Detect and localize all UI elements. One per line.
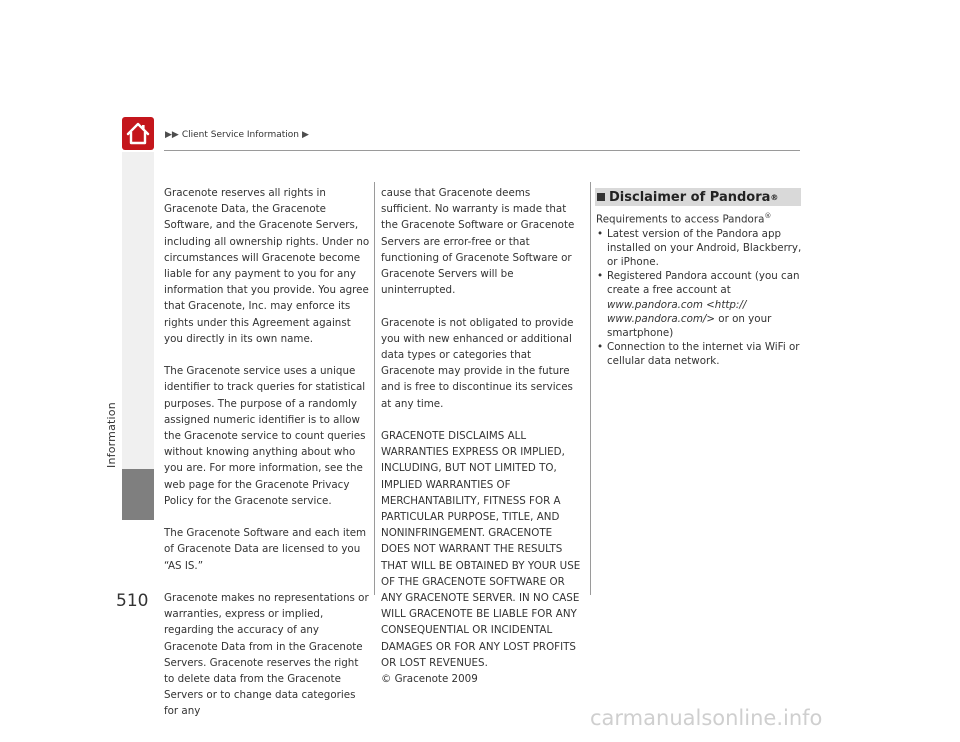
list-item-text: Registered Pandora account (you can create a free account at (607, 270, 800, 297)
arrow-right-icon: ▶ (301, 130, 309, 140)
list-item: • Latest version of the Pandora app installed on your Android, Blackberry, or iPhone. (596, 227, 802, 270)
header-divider (164, 150, 800, 151)
double-arrow-icon: ▶▶ (165, 130, 179, 140)
section-header (595, 188, 801, 206)
watermark: carmanualsonline.info (590, 706, 823, 730)
registered-mark: ® (770, 192, 779, 202)
paragraph: cause that Gracenote deems sufficient. No warranty is made that the Gracenote Software or Gracenote Servers are error-free or that functioning of Gracenote Software or Gracenote Servers will be uninterrupted. (381, 187, 575, 297)
house-icon (122, 117, 154, 150)
breadcrumb-link[interactable]: Client Service Information (181, 130, 299, 140)
list-item-text: or on your smartphone) (607, 312, 772, 340)
pandora-link[interactable]: www.pandora.com <http:// www.pandora.com/> (607, 298, 747, 325)
square-bullet-icon (597, 193, 605, 201)
intro-text: Requirements to access Pandora (596, 213, 765, 226)
paragraph: Gracenote is not obligated to provide you with new enhanced or additional data types or categories that Gracenote may provide in the future and is free to discontinue its services at any time. (381, 316, 574, 410)
requirements-intro (596, 209, 802, 227)
text-column-1 (164, 185, 370, 736)
section-tab-label: Information (105, 402, 118, 468)
paragraph: GRACENOTE DISCLAIMS ALL WARRANTIES EXPRESS OR IMPLIED, INCLUDING, BUT NOT LIMITED TO, IMPLIED WARRANTIES OF MERCHANTABILITY, FITNESS FOR A PARTICULAR PURPOSE, TITLE, AND NONINFRINGEMENT. GRACENOTE DOES NOT WARRANT THE RESULTS THAT WILL BE OBTAINED BY YOUR USE OF THE GRACENOTE SOFTWARE OR ANY GRACENOTE SERVER. IN NO CASE WILL GRACENOTE BE LIABLE FOR ANY CONSEQUENTIAL OR INCIDENTAL DAMAGES OR FOR ANY LOST PROFITS OR LOST REVENUES. (381, 430, 581, 669)
text-column-2 (381, 185, 582, 703)
paragraph: Gracenote makes no representations or warranties, express or implied, regarding the accuracy of any Gracenote Data from in the Gracenote Servers. Gracenote reserves the right to delete data from the Gracenote Servers or to change data categories for any (164, 592, 369, 718)
paragraph: The Gracenote Software and each item of Gracenote Data are licensed to you “AS IS.” (164, 527, 367, 572)
column-divider (590, 182, 591, 595)
paragraph: The Gracenote service uses a unique identifier to track queries for statistical purposes. The purpose of a randomly assigned numeric identifier is to allow the Gracenote service to count queries without knowing anything about who you are. For more information, see the web page for the Gracenote Privacy Policy for the Gracenote service. (164, 365, 366, 507)
section-title: Disclaimer of Pandora (609, 189, 771, 205)
copyright: © Gracenote 2009 (381, 673, 478, 686)
page-number: 510 (116, 591, 149, 611)
home-button[interactable] (122, 117, 154, 150)
registered-mark: ® (764, 212, 772, 220)
column-divider (374, 182, 375, 595)
section-tab-marker[interactable] (122, 469, 154, 520)
paragraph: Gracenote reserves all rights in Gracenote Data, the Gracenote Software, and the Gracenote Servers, including all ownership rights. Under no circumstances will Gracenote become liable for any payment to you for any information that you provide. You agree that Gracenote, Inc. may enforce its rights under this Agreement against you directly in its own name. (164, 187, 370, 345)
list-item: • Connection to the internet via WiFi or cellular data network. (596, 340, 802, 368)
sidebar-strip (122, 152, 154, 520)
text-column-3 (596, 209, 802, 369)
requirements-list (596, 227, 802, 369)
list-item (596, 269, 802, 340)
breadcrumb (165, 130, 309, 140)
